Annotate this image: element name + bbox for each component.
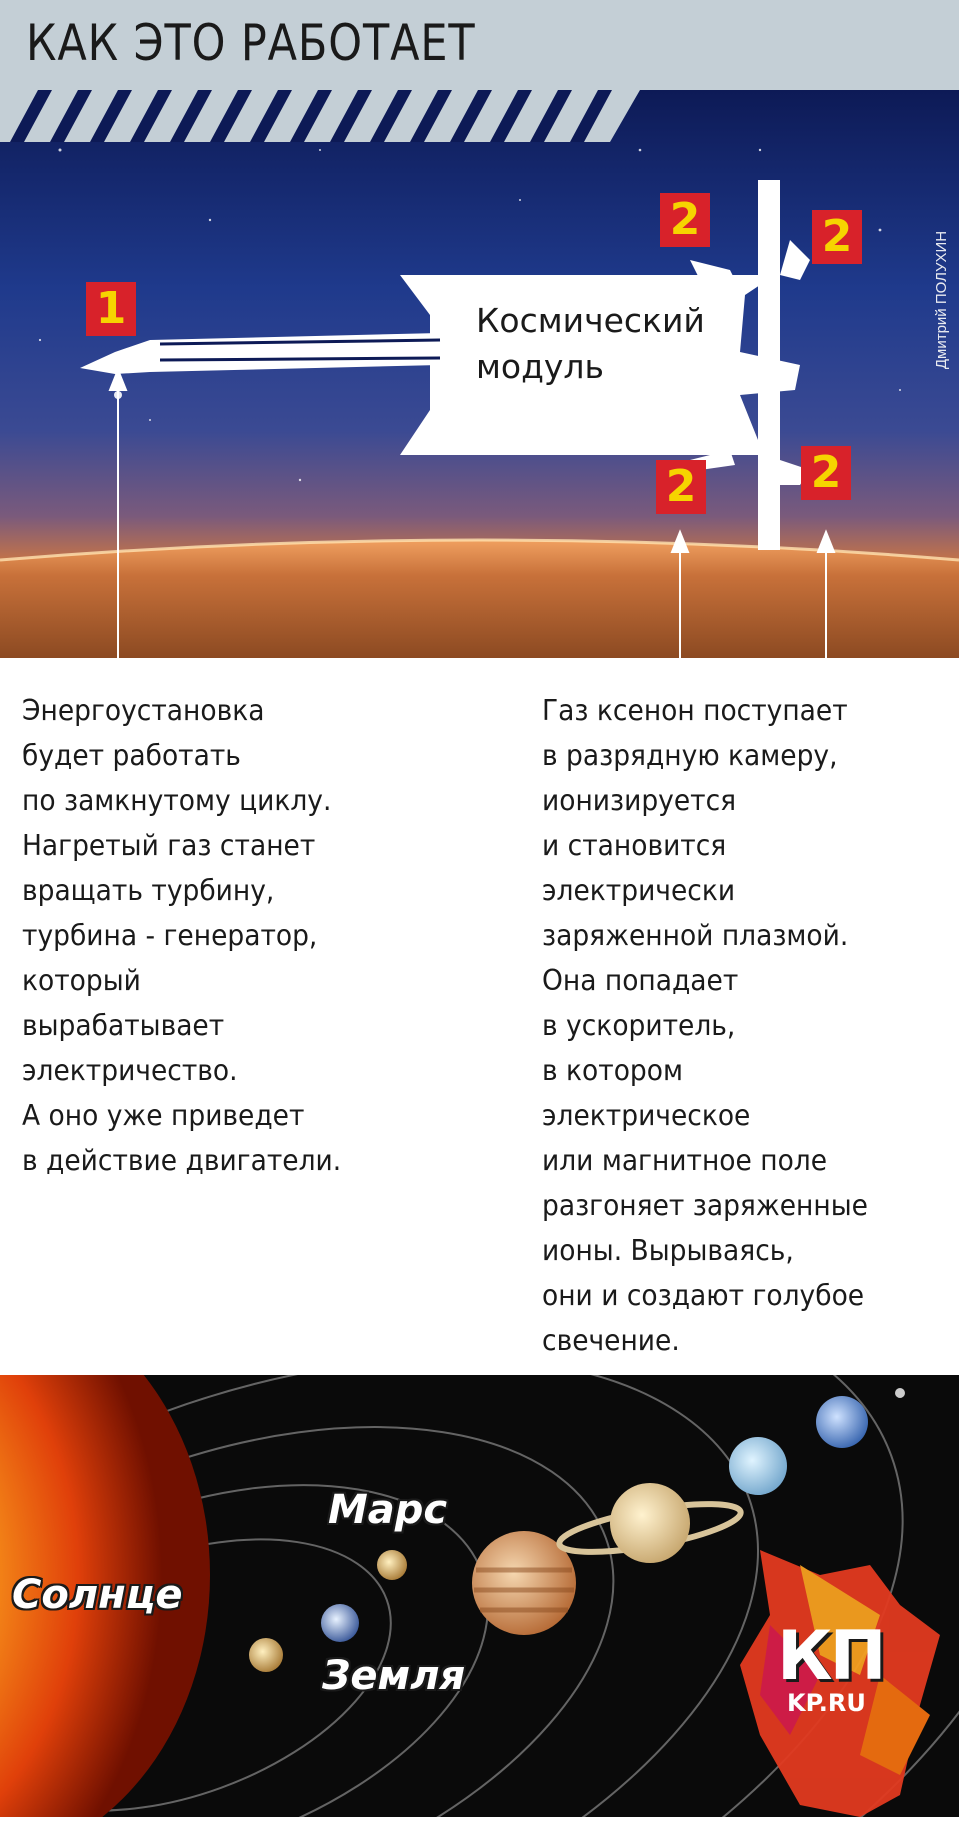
solar-system-illustration [0, 1375, 959, 1817]
header-bar [0, 0, 959, 90]
mars-label: Марс [328, 1487, 448, 1533]
badge-2: 2 [812, 210, 862, 264]
power-plant-description: Энергоустановка будет работать по замкнутому циклу. Нагретый газ станет вращать турбину, турбина - генератор, который вырабатывает электричество. А оно уже приведет в действие двигатели. [22, 694, 342, 1177]
module-label: Космический модуль [476, 301, 705, 386]
kp-logo: КП [777, 1617, 884, 1696]
earth-label: Земля [322, 1653, 466, 1699]
badge-1: 1 [86, 282, 136, 336]
kp-site-logo: KP.RU [787, 1689, 866, 1717]
author-credit: Дмитрий ПОЛУХИН [933, 230, 950, 370]
badge-2: 2 [660, 193, 710, 247]
xenon-engine-description: Газ ксенон поступает в разрядную камеру, ионизируется и становится электрически заряженной плазмой. Она попадает в ускоритель, в котором электрическое или магнитное поле разгоняет заряженные ионы. Вырываясь, они и создают голубое свечение. [542, 694, 868, 1357]
badge-2: 2 [801, 446, 851, 500]
sun-label: Солнце [12, 1572, 183, 1618]
page-title: КАК ЭТО РАБОТАЕТ [26, 14, 476, 72]
badge-2: 2 [656, 460, 706, 514]
